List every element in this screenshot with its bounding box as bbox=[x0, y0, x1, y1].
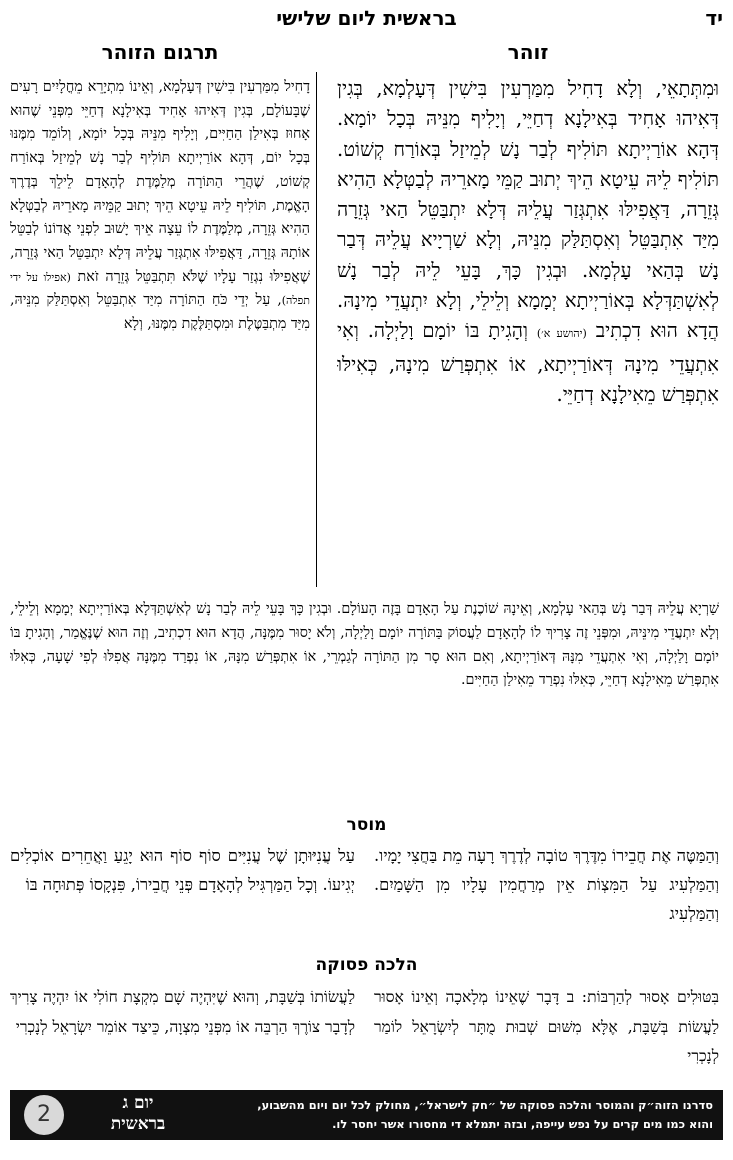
footer-banner bbox=[10, 1090, 723, 1140]
day-number-badge: 2 bbox=[24, 1095, 64, 1135]
running-title: בראשית ליום שלישי bbox=[276, 6, 457, 30]
targum-heading: תרגום הזוהר bbox=[101, 40, 219, 64]
halacha-text-left: לַעֲשׂוֹתוֹ בְּשַׁבָּת, וְהוּא שֶׁיִּהְיֶה שָׁם מִקְצָת חוֹלִי אוֹ יִהְיֶה צָרִיךְ לְדָבָר צוֹרֶךְ הַרְבֵּה אוֹ מִפְּנֵי מִצְוָה, כֵּיצַד אוֹמֵר יִשְׂרָאֵל לְנָכְרִי bbox=[10, 988, 355, 1036]
footer-line-1: סדרנו הזוה״ק והמוסר והלכה פסוקה של ״חק לישראל״, מחולק לכל יום ויום מהשבוע, bbox=[257, 1098, 713, 1112]
targum-paragraph-tail: , עַל יְדֵי כֹּחַ הַתּוֹרָה מִיַּד אִתְבַּטֵּל וְאִסְתַּלַּק מִנֵּיהּ, מִיַּד מִתְבַּטֶּלֶת וּמִסְתַּלֶּקֶת מִמֶּנּוּ, וְלָא bbox=[10, 292, 310, 333]
targum-continuation: שַׁרְיָא עֲלֵיהּ דְּבַר נָשׁ בְּהַאי עָלְמָא, וְאֵינָהּ שׁוֹכֶנֶת עַל הָאָדָם בָּזֶה הָעוֹלָם. וּבְגִין כָּךְ בָּעֵי לֵיהּ לְבַר נָשׁ לְאִשְׁתַּדְּלָא בְּאוֹרַיְיתָא יְמָמָא וְלֵילֵי, וְלָא יִתְעֲדֵי מִינֵּיהּ, וּמִפְּנֵי זֶה צָרִיךְ לוֹ לְהָאָדָם לַעֲסוֹק בַּתּוֹרָה יוֹמָם וָלַיְלָה, וְלֹא יָסוּר מִמֶּנָּה, הֲדָא הוּא דִכְתִיב, וְזֶה הוּא שֶׁנֶּאֱמַר, וְהָגִיתָ בּוֹ יוֹמָם וָלַיְלָה, וְאִי אִתְעֲדֵי מִנָּהּ דְּאוֹרַיְיתָא, וְאִם הוּא סָר מִן הַתּוֹרָה לְגַמְרֵי, אוֹ אִתְפְּרַשׁ מִנָּהּ, אוֹ נִפְרַד מִמֶּנָּה אֲפִלּוּ לְפִי שָׁעָה, כְּאִלּוּ אִתְפְּרַשׁ מֵאִילָנָא דְחַיֵּי, כְּאִלּוּ נִפְרַד מֵאִילַן הַחַיִּים. bbox=[10, 601, 719, 689]
musar-text-right: וְהַמַּטֶּה אֶת חֲבֵירוֹ מִדֶּרֶךְ טוֹבָה לְדֶרֶךְ רָעָה מֵת בַּחֲצִי יָמָיו. וְהַמַּלְעִיג עַל הַמִּצְוֹת אֵין מְרַחֲמִין עָלָיו מִן הַשָּׁמַיִם. וְהַמַּלְעִיג bbox=[374, 846, 719, 923]
page-number: יד bbox=[705, 6, 723, 30]
zohar-text bbox=[337, 74, 719, 534]
column-divider bbox=[316, 72, 317, 587]
musar-title: מוסר bbox=[346, 815, 387, 835]
footer-day-label bbox=[84, 1093, 192, 1135]
footer-line-2: והוא כמו מים קרים על נפש עייפה, ובזה יתמלא די מחסורו אשר יחסר לו. bbox=[332, 1117, 713, 1131]
footer-day: יום ג bbox=[122, 1093, 154, 1113]
halacha-title: הלכה פסוקה bbox=[315, 955, 418, 975]
footer-description bbox=[200, 1096, 713, 1134]
running-header bbox=[10, 6, 723, 36]
zohar-text-b: וְהָגִיתָ בּוֹ יוֹמָם וָלַיְלָה. וְאִי אִתְעֲדֵי מִינָהּ דְּאוֹרַיְיתָא, אוֹ אִתְפְּרַשׁ מִינָהּ, כְּאִילּוּ אִתְפְּרַשׁ מֵאִילָנָא דְחַיֵּי. bbox=[337, 319, 719, 406]
zohar-heading: זוהר bbox=[507, 40, 549, 64]
halacha-text-right: בִּטּוּלִים אָסוּר לְהַרְבּוֹת: ב דָּבָר שֶׁאֵינוֹ מְלָאכָה וְאֵינוֹ אָסוּר לַעֲשׂוֹת בְּשַׁבָּת, אֶלָּא מִשּׁוּם שְׁבוּת מֻתָּר לְיִשְׂרָאֵל לוֹמַר לְנָכְרִי bbox=[374, 988, 719, 1065]
targum-text bbox=[10, 76, 310, 596]
musar-text-left: עַל עֲנִיּוּתָן שֶׁל עֲנִיִּים סוֹף סוֹף הוּא יָגֵעַ וַאֲחֵרִים אוֹכְלִים יְגִיעוֹ. וְכָל הַמַּרְגִּיל לְהָאָדָם פְּנֵי חֲבֵירוֹ, פִּנְקָסוֹ פְּתוּחָה בּוֹ bbox=[10, 846, 355, 894]
zohar-text-a: וּמִתְּתָאֵי, וְלָא דָחִיל מִמַּרְעִין בִּישִׁין דְּעָלְמָא, בְּגִין דְּאִיהוּ אָחִיד בְּאִילָנָא דְחַיֵּי, וְיָלִיף מִנֵּיהּ בְּכָל יוֹמָא. דְּהָא אוֹרַיְיתָא תּוֹלִיף לְבַר נָשׁ לְמֵיזַל בְּאוֹרַח קְשׁוֹט. תּוֹלִיף לֵיהּ עֵיטָא הֵיךְ יְתוּב קַמֵּי מָארֵיהּ לְבַטְּלָא הַהִיא גְּזֵרָה, דַּאֲפִילּוּ אִתְגְּזַר עֲלֵיהּ דְּלָא יִתְבַּטֵּל הַאי גְּזֵרָה מִיַּד אִתְבַּטֵּל וְאִסְתַּלַּק מִנֵּיהּ, וְלָא שַׁרְיָיא עֲלֵיהּ דְּבַר נָשׁ בְּהַאי עָלְמָא. וּבְגִין כָּךְ, בָּעֵי לֵיהּ לְבַר נָשׁ לְאִשְׁתַּדְּלָא בְּאוֹרַיְיתָא יְמָמָא וְלֵילֵי, וְלָא יִתְעֲדֵי מִינָהּ. הֲדָא הוּא דִכְתִיב bbox=[337, 77, 719, 343]
verse-reference: (יהושע א׳) bbox=[536, 327, 587, 341]
targum-note: (אפילו על ידי תפלה) bbox=[10, 270, 310, 308]
footer-parasha: בראשית bbox=[110, 1114, 166, 1134]
targum-paragraph: דָחִיל מִמַּרְעִין בִּישִׁין דְּעָלְמָא, וְאֵינוֹ מִתְיָרֵא מֵחֳלָיִים רָעִים שֶׁבָּעוֹלָם, בְּגִין דְּאִיהוּ אָחִיד בְּאִילָנָא דְחַיֵּי מִפְּנֵי שֶׁהוּא אָחוּז בְּאִילַן הַחַיִּים, וְיָלִיף מִנֵּיהּ בְּכָל יוֹמָא, וְלוֹמֵד מִמֶּנּוּ בְּכָל יוֹם, דְּהָא אוֹרַיְיתָא תּוֹלִיף לְבַר נָשׁ לְמֵיזַל בְּאוֹרַח קְשׁוֹט, שֶׁהֲרֵי הַתּוֹרָה מְלַמֶּדֶת לְהָאָדָם לֵילֵךְ בְּדֶרֶךְ הָאֱמֶת, תּוֹלִיף לֵיהּ עֵיטָא הֵיךְ יְתוּב קַמֵּיהּ מָארֵיהּ לְבַטְּלָא הַהִיא גְּזֵרָה, מְלַמֶּדֶת לוֹ עֵצָה אֵיךְ יָשׁוּב לִפְנֵי אֲדוֹנוֹ לְבַטֵּל אוֹתָהּ גְּזֵרָה, דַּאֲפִילּוּ אִתְגְּזַר עֲלֵיהּ דְּלָא יִתְבַּטֵּל הַאי גְּזֵרָה, שֶׁאֲפִילּוּ נִגְזַר עָלָיו שֶׁלֹּא תִּתְבַּטֵּל גְּזֵרָה זֹאת bbox=[10, 79, 310, 285]
